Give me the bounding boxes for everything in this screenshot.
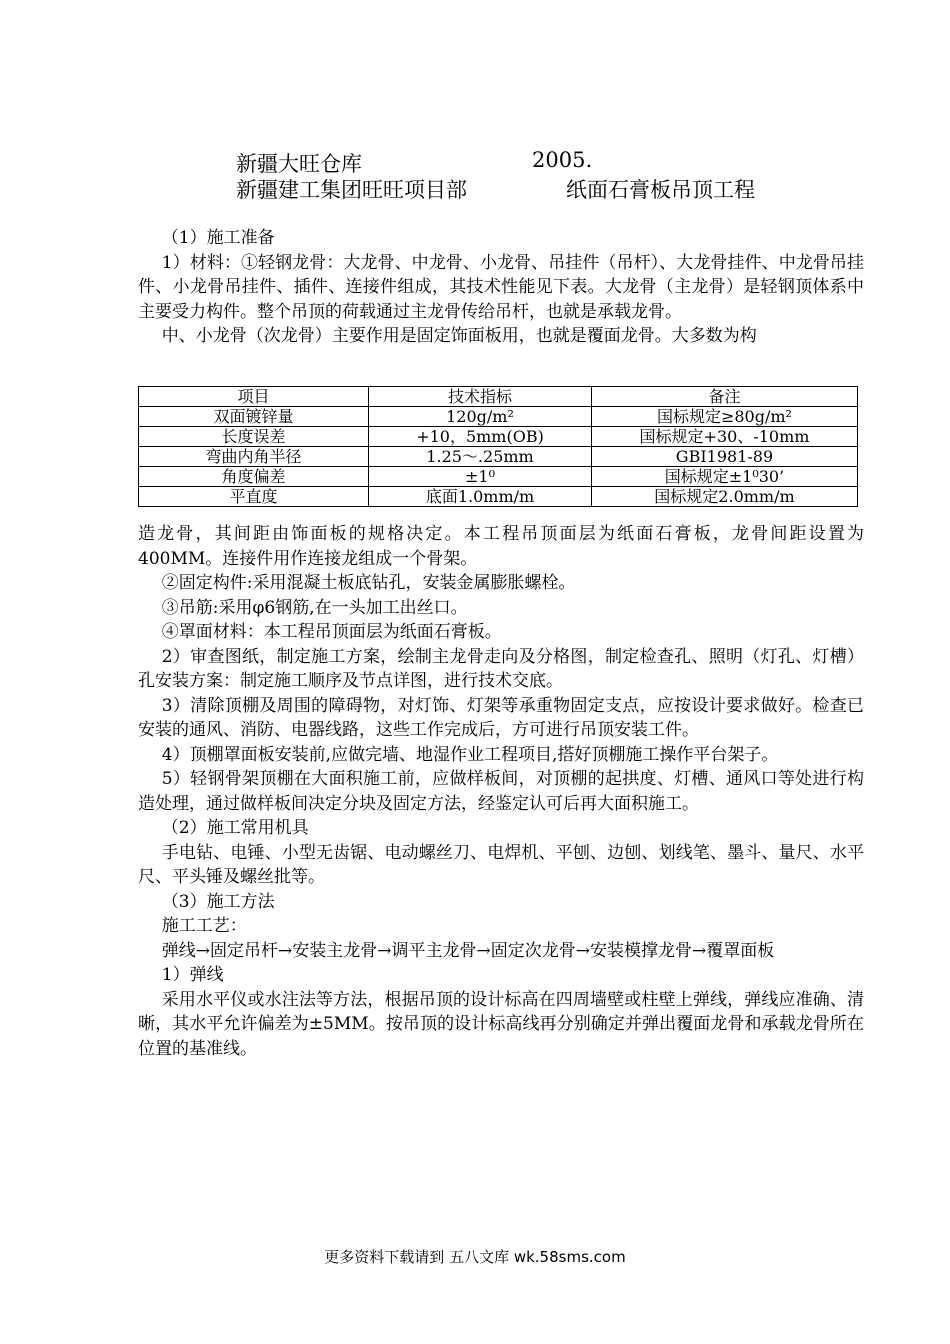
heading-preparation: （1）施工准备 [161,228,275,248]
heading-snap-line: 1）弹线 [161,965,224,985]
table-cell: 长度误差 [139,427,369,447]
paragraph-secondary-keel: 中、小龙骨（次龙骨）主要作用是固定饰面板用，也就是覆面龙骨。大多数为构 [161,326,757,346]
header-work-title: 纸面石膏板吊顶工程 [566,178,755,202]
paragraph-keel-spacing: 造龙骨，其间距由饰面板的规格决定。本工程吊顶面层为纸面石膏板，龙骨间距设置为400MM。连接件用作连接龙组成一个骨架。 [138,524,864,569]
paragraph-tools-list: 手电钻、电锤、小型无齿锯、电动螺丝刀、电焊机、平刨、边刨、划线笔、墨斗、量尺、水平尺、平头锤及螺丝批等。 [138,842,864,887]
paragraph-before-install: 4）顶棚罩面板安装前,应做完墙、地湿作业工程项目,搭好顶棚施工操作平台架子。 [161,744,779,765]
paragraph-clear-obstacles: 3）清除顶棚及周围的障碍物，对灯饰、灯架等承重物固定支点，应按设计要求做好。检查已安装的通风、消防、电器线路，这些工作完成后，方可进行吊顶安装工件。 [138,695,864,740]
table-cell: 平直度 [139,487,369,507]
table-header-spec: 技术指标 [369,387,592,407]
table-cell: 1.25～.25mm [369,447,592,467]
footer-download-note: 更多资料下载请到 五八文库 wk.58sms.com [324,1248,626,1266]
paragraph-process-flow: 弹线→固定吊杆→安装主龙骨→调平主龙骨→固定次龙骨→安装模撑龙骨→覆罩面板 [161,940,775,961]
paragraph-materials: 1）材料：①轻钢龙骨：大龙骨、中龙骨、小龙骨、吊挂件（吊杆）、大龙骨挂件、中龙骨吊挂件、小龙骨吊挂件、插件、连接件组成，其技术性能见下表。大龙骨（主龙骨）是轻钢顶体系中主要受力构件。整个吊顶的荷载通过主龙骨传给吊杆，也就是承载龙骨。 [138,252,864,322]
table-cell: 弯曲内角半径 [139,447,369,467]
heading-method: （3）施工方法 [161,891,275,912]
label-process: 施工工艺： [161,916,247,936]
table-header-row [139,387,858,407]
paragraph-hanger-bars: ③吊筋:采用φ6钢筋,在一头加工出丝口。 [161,597,468,618]
table-cell: 国标规定±1⁰30’ [591,467,857,487]
table-cell: 底面1.0mm/m [369,487,592,507]
technical-spec-table [138,386,858,507]
table-cell: 国标规定≥80g/m² [591,407,857,427]
table-cell: 双面镀锌量 [139,407,369,427]
paragraph-sample-room: 5）轻钢骨架顶棚在大面积施工前，应做样板间，对顶棚的起拱度、灯槽、通风口等处进行构造处理，通过做样板间决定分块及固定方法，经鉴定认可后再大面积施工。 [138,769,864,814]
table-header-remark: 备注 [591,387,857,407]
table-cell: GBI1981-89 [591,447,857,467]
table-row [139,487,858,507]
heading-tools: （2）施工常用机具 [161,818,309,838]
intro-section [138,226,864,349]
paragraph-snap-line: 采用水平仪或水注法等方法，根据吊顶的设计标高在四周墙壁或柱壁上弹线，弹线应准确、清晰，其水平允许偏差为±5MM。按吊顶的设计标高线再分别确定并弹出覆面龙骨和承载龙骨所在位置的基准线。 [138,989,864,1059]
header-department: 新疆建工集团旺旺项目部 [236,178,467,202]
paragraph-cover-material: ④罩面材料：本工程吊顶面层为纸面石膏板。 [161,622,502,642]
table-cell: 国标规定+30、-10mm [591,427,857,447]
table-cell: ±1⁰ [369,467,592,487]
header-project-name: 新疆大旺仓库 [236,152,362,176]
table-header-item: 项目 [139,387,369,407]
table-cell: 角度偏差 [139,467,369,487]
main-section [138,522,864,1061]
table-row [139,407,858,427]
paragraph-fixing-parts: ②固定构件:采用混凝土板底钻孔，安装金属膨胀螺栓。 [161,573,576,593]
table-cell: +10，5mm(OB) [369,427,592,447]
table-row [139,467,858,487]
paragraph-review-drawings: 2）审查图纸，制定施工方案，绘制主龙骨走向及分格图，制定检查孔、照明（灯孔、灯槽）孔安装方案：制定施工顺序及节点详图，进行技术交底。 [138,646,864,691]
table-row [139,427,858,447]
table-cell: 120g/m² [369,407,592,427]
table-cell: 国标规定2.0mm/m [591,487,857,507]
header-date: 2005. [532,148,593,172]
table-row [139,447,858,467]
